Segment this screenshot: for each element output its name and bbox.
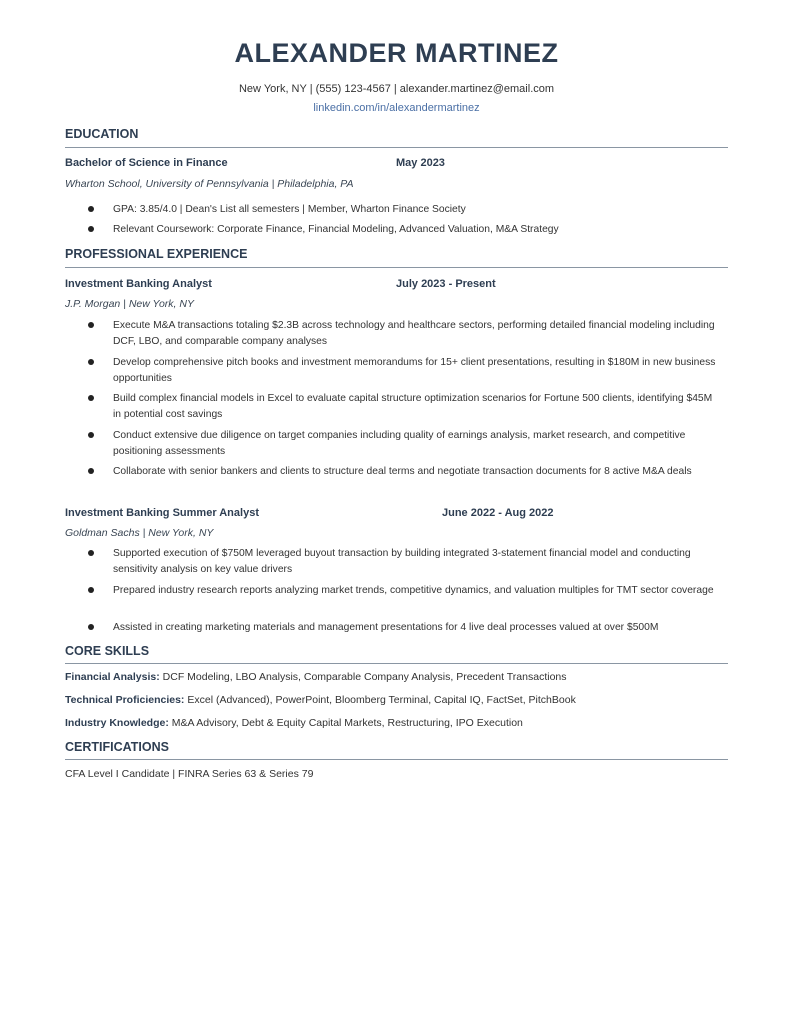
list-item: Build complex financial models in Excel to evaluate capital structure optimization scenarios for Fortune 500 clients, identifying $45M in potential cost savings — [88, 391, 718, 423]
list-item: Conduct extensive due diligence on target companies including quality of earnings analysis, market research, and competitive positioning assessments — [88, 428, 718, 460]
experience-heading: PROFESSIONAL EXPERIENCE — [65, 247, 248, 261]
experience-divider — [65, 267, 728, 268]
job-title: Investment Banking Summer Analyst — [65, 507, 259, 519]
list-item: Supported execution of $750M leveraged buyout transaction by building integrated 3-statement financial model and conducting sensitivity analysis on key value drivers — [88, 546, 718, 578]
certifications-text: CFA Level I Candidate | FINRA Series 63 & Series 79 — [65, 768, 314, 780]
certifications-heading: CERTIFICATIONS — [65, 740, 169, 754]
education-heading: EDUCATION — [65, 127, 139, 141]
job-date: June 2022 - Aug 2022 — [442, 507, 554, 519]
skills-divider — [65, 663, 728, 664]
job-company: J.P. Morgan | New York, NY — [65, 298, 194, 310]
job-company: Goldman Sachs | New York, NY — [65, 527, 214, 539]
bullet-icon — [88, 468, 94, 474]
job-title: Investment Banking Analyst — [65, 278, 212, 290]
list-item: Execute M&A transactions totaling $2.3B across technology and healthcare sectors, performing detailed financial modeling including DCF, LBO, and comparable company analyses — [88, 318, 718, 350]
skill-line: Industry Knowledge: M&A Advisory, Debt & Equity Capital Markets, Restructuring, IPO Execution — [65, 717, 523, 729]
list-item: GPA: 3.85/4.0 | Dean's List all semesters | Member, Wharton Finance Society — [88, 202, 718, 218]
candidate-name: ALEXANDER MARTINEZ — [234, 38, 559, 68]
list-item: Relevant Coursework: Corporate Finance, Financial Modeling, Advanced Valuation, M&A Strategy — [88, 222, 718, 238]
education-degree: Bachelor of Science in Finance — [65, 157, 228, 169]
list-item: Develop comprehensive pitch books and investment memorandums for 15+ client presentations, resulting in $180M in new business opportunities — [88, 355, 718, 387]
skills-heading: CORE SKILLS — [65, 644, 150, 658]
bullet-icon — [88, 432, 94, 438]
education-divider — [65, 147, 728, 148]
bullet-icon — [88, 206, 94, 212]
bullet-icon — [88, 395, 94, 401]
education-school: Wharton School, University of Pennsylvania | Philadelphia, PA — [65, 178, 354, 190]
contact-line: New York, NY | (555) 123-4567 | alexander.martinez@email.com — [238, 83, 555, 95]
bullet-icon — [88, 587, 94, 593]
job-date: July 2023 - Present — [396, 278, 496, 290]
skill-line: Financial Analysis: DCF Modeling, LBO Analysis, Comparable Company Analysis, Precedent Transactions — [65, 671, 567, 683]
linkedin-link[interactable]: linkedin.com/in/alexandermartinez — [313, 102, 480, 114]
list-item: Prepared industry research reports analyzing market trends, competitive dynamics, and valuation multiples for TMT sector coverage — [88, 583, 718, 599]
list-item: Collaborate with senior bankers and clients to structure deal terms and negotiate transaction documents for 8 active M&A deals — [88, 464, 718, 480]
bullet-icon — [88, 226, 94, 232]
education-date: May 2023 — [396, 157, 445, 169]
certifications-divider — [65, 759, 728, 760]
bullet-icon — [88, 359, 94, 365]
bullet-icon — [88, 550, 94, 556]
skill-line: Technical Proficiencies: Excel (Advanced), PowerPoint, Bloomberg Terminal, Capital IQ, FactSet, PitchBook — [65, 694, 576, 706]
bullet-icon — [88, 322, 94, 328]
bullet-icon — [88, 624, 94, 630]
list-item: Assisted in creating marketing materials and management presentations for 4 live deal processes valued at over $500M — [88, 620, 718, 636]
